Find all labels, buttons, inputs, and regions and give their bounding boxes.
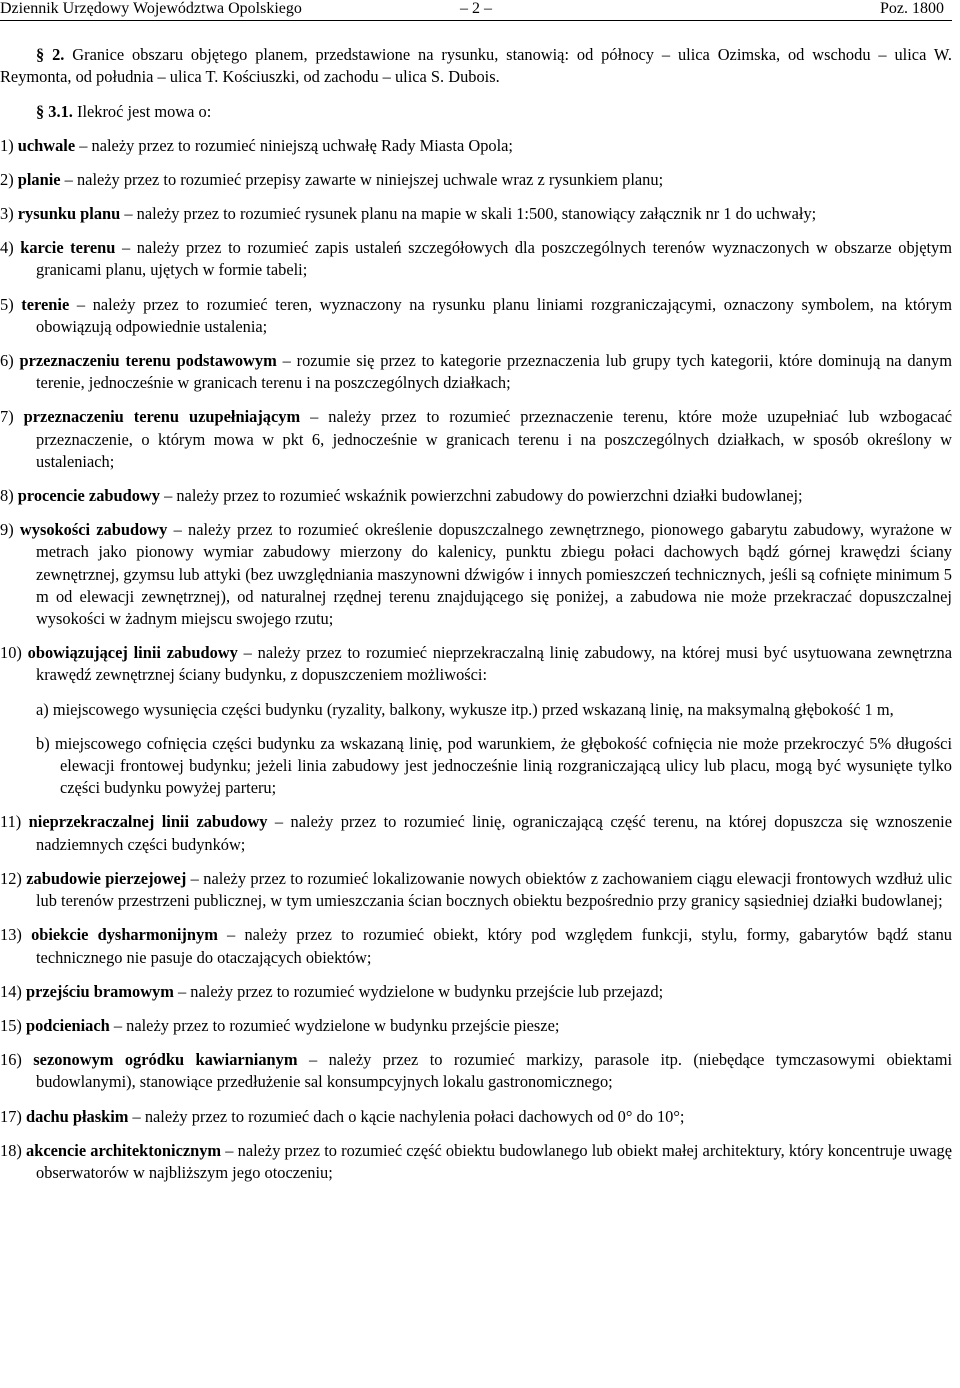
paragraph-text: Granice obszaru objętego planem, przedstawione na rysunku, stanowią: od północy – ulica Ozimska, od wschodu – ulica W. Reymonta, od południa – ulica T. Kościuszki, od zachodu – ulica S. Dubois.: [0, 45, 952, 87]
item-text: – należy przez to rozumieć niniejszą uchwałę Rady Miasta Opola;: [75, 135, 513, 155]
definition-item: [0, 203, 952, 225]
section-number: 1.: [60, 102, 73, 122]
item-text: – należy przez to rozumieć markizy, parasole itp. (niebędące tymczasowymi obiektami budowlanymi), stanowiące przedłużenie sal konsumpcyjnych lokalu gastronomicznego;: [36, 1050, 952, 1092]
item-term: terenie: [21, 294, 70, 314]
paragraph-3: [0, 101, 952, 123]
item-number: 18): [0, 1140, 27, 1160]
item-term: karcie terenu: [20, 238, 116, 258]
item-number: 6): [0, 351, 20, 371]
item-text: – rozumie się przez to kategorie przeznaczenia lub grupy tych kategorii, które dominują na danym terenie, jednocześnie w granicach terenu i na poszczególnych działkach;: [36, 351, 952, 393]
item-number: 4): [0, 238, 21, 258]
item-term: przejściu bramowym: [25, 981, 174, 1001]
item-number: 16): [0, 1050, 34, 1070]
item-text: – należy przez to rozumieć określenie dopuszczalnego zewnętrznego, pionowego gabarytu zabudowy, wyrażone w metrach jako pionowy wymiar zabudowy mierzony do kalenicy, punktu zbiegu połaci dachowych bądź górnej krawędzi ściany zewnętrznej, gzymsu lub attyki (bez uwzględniania maszynowni dźwigów i innych pomieszczeń technicznych, jeśli są cofnięte minimum 5 m od elewacji zewnętrznej), od naturalnej rzędnej terenu znajdującego się poniżej, a zabudowa nie może przekraczać dopuszczalnej wysokości w żadnym miejscu swojego rzutu;: [36, 520, 952, 629]
item-term: przeznaczeniu terenu podstawowym: [19, 351, 277, 371]
item-number: 1): [0, 135, 18, 155]
item-text: – należy przez to rozumieć wskaźnik powierzchni zabudowy do powierzchni działki budowlanej;: [159, 486, 803, 506]
item-number: 11): [0, 812, 29, 832]
item-term: podcieniach: [25, 1015, 110, 1035]
sub-item: [0, 733, 952, 800]
item-text: – należy przez to rozumieć zapis ustaleń szczegółowych dla poszczególnych terenów wyznaczonych w obszarze objętym granicami planu, ujętych w formie tabeli;: [36, 238, 952, 280]
item-text: – należy przez to rozumieć część obiektu budowlanego lub obiekt małej architektury, który koncentruje uwagę obserwatorów w najbliższym jego otoczeniu;: [36, 1140, 953, 1182]
item-number: 5): [0, 294, 22, 314]
item-text: – należy przez to rozumieć lokalizowanie nowych obiektów z zachowaniem ciągu elewacji frontowych wzdłuż ulic lub terenów przestrzeni publicznej, w tym umieszczania ścian bocznych obiektu bezpośrednio przy granicy sąsiedniej działki budowlanej;: [36, 868, 952, 911]
sub-item-text: miejscowego cofnięcia części budynku za wskazaną linię, pod warunkiem, że głębokość cofnięcia nie może przekroczyć 5% długości elewacji frontowej budynku; jeżeli linia zabudowy jest jednocześnie linią rozgraniczającą ulicy lub placu, mogą być wysunięte tylko części budynku powyżej parteru;: [54, 733, 952, 798]
item-term: wysokości zabudowy: [19, 520, 168, 540]
definition-item: [0, 135, 952, 157]
item-term: planie: [17, 169, 61, 189]
definition-item: [0, 237, 952, 281]
item-number: 10): [0, 643, 28, 663]
item-text: – należy przez to rozumieć wydzielone w budynku przejście piesze;: [109, 1015, 560, 1035]
definition-item: [0, 811, 952, 855]
item-number: 8): [0, 486, 18, 506]
definition-item: [0, 350, 952, 394]
item-term: przeznaczeniu terenu uzupełniającym: [23, 407, 301, 427]
item-term: akcencie architektonicznym: [26, 1140, 222, 1160]
definition-item: [0, 1140, 952, 1184]
item-text: – należy przez to rozumieć przeznaczenie terenu, które może uzupełniać lub wzbogacać przeznaczenie, o którym mowa w pkt 6, jednocześnie w granicach terenu i na poszczególnych działkach, w sposób określony w ustaleniach;: [36, 407, 952, 471]
paragraph-number: § 2.: [36, 45, 65, 64]
item-term: uchwale: [17, 135, 76, 155]
definition-item: [0, 485, 952, 507]
paragraph-text: Ilekroć jest mowa o:: [72, 102, 212, 122]
item-text: – należy przez to rozumieć dach o kącie nachylenia połaci dachowych od 0° do 10°;: [128, 1106, 685, 1126]
item-text: – należy przez to rozumieć przepisy zawarte w niniejszej uchwale wraz z rysunkiem planu;: [60, 169, 664, 189]
item-number: 3): [0, 204, 18, 224]
item-number: 12): [0, 868, 27, 888]
definition-item: [0, 981, 952, 1003]
position-number: Poz. 1800: [880, 0, 944, 17]
item-number: 9): [0, 520, 20, 540]
item-term: sezonowym ogródku kawiarnianym: [33, 1050, 298, 1070]
sub-item-letter: b): [36, 733, 55, 753]
journal-title: Dziennik Urzędowy Województwa Opolskiego: [0, 0, 302, 17]
item-term: obowiązującej linii zabudowy: [27, 643, 238, 663]
paragraph-2: [0, 44, 952, 88]
page-number: – 2 –: [460, 0, 492, 17]
sub-item-text: miejscowego wysunięcia części budynku (ryzality, balkony, wykusze itp.) przed wskazaną linię, na maksymalną głębokość 1 m,: [52, 699, 894, 719]
sub-item-letter: a): [36, 699, 53, 719]
item-text: – należy przez to rozumieć nieprzekraczalną linię zabudowy, na której musi być usytuowana zewnętrzna krawędź zewnętrznej ściany budynku, z dopuszczeniem możliwości:: [36, 643, 952, 685]
definition-item: [0, 519, 952, 630]
item-term: zabudowie pierzejowej: [26, 868, 187, 888]
item-number: 17): [0, 1106, 26, 1126]
item-text: – należy przez to rozumieć obiekt, który pod względem funkcji, stylu, formy, gabarytów bądź stanu technicznego nie pasuje do otaczających obiektów;: [36, 925, 952, 967]
definition-item: [0, 642, 952, 686]
item-term: rysunku planu: [17, 204, 121, 224]
document-body: [0, 44, 952, 1184]
item-term: obiekcie dysharmonijnym: [31, 925, 218, 945]
item-number: 14): [0, 981, 26, 1001]
definition-item: [0, 868, 952, 912]
definition-item: [0, 1106, 952, 1128]
item-text: – należy przez to rozumieć linię, ograniczającą część terenu, na której dopuszcza się wznoszenie nadziemnych części budynków;: [36, 812, 953, 854]
item-term: dachu płaskim: [25, 1106, 129, 1126]
item-term: nieprzekraczalnej linii zabudowy: [28, 812, 268, 832]
definition-item: [0, 406, 952, 473]
definition-item: [0, 1015, 952, 1037]
definition-item: [0, 294, 952, 338]
item-text: – należy przez to rozumieć teren, wyznaczony na rysunku planu liniami rozgraniczającymi, oznaczony symbolem, na którym obowiązują odpowiednie ustalenia;: [36, 294, 952, 336]
item-number: 15): [0, 1015, 26, 1035]
item-term: procencie zabudowy: [17, 486, 160, 506]
item-text: – należy przez to rozumieć rysunek planu na mapie w skali 1:500, stanowiący załącznik nr 1 do uchwały;: [120, 204, 817, 224]
item-number: 13): [0, 925, 32, 945]
definition-item: [0, 924, 952, 968]
sub-item: [0, 699, 952, 721]
item-number: 2): [0, 169, 18, 189]
page-header: [0, 0, 952, 21]
item-number: 7): [0, 407, 24, 427]
definition-item: [0, 169, 952, 191]
paragraph-number: § 3.: [36, 102, 61, 122]
definition-item: [0, 1049, 952, 1093]
item-text: – należy przez to rozumieć wydzielone w budynku przejście lub przejazd;: [173, 981, 664, 1001]
